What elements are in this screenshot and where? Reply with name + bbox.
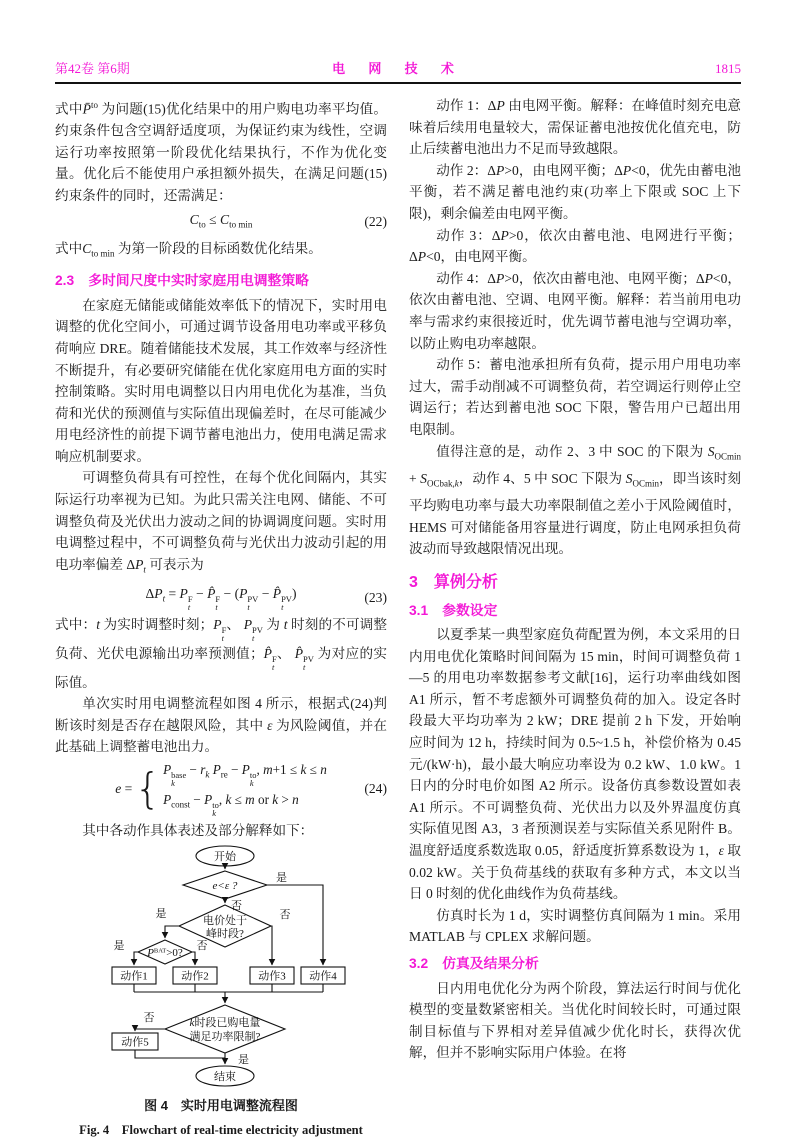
action-2-label: 动作2	[181, 970, 209, 983]
paragraph: 在家庭无储能或储能效率低下的情况下，实时用电调整的优化空间小，可通过调节设备用电功率或平移负荷响应 DRE。随着储能技术发展，其工作效率与经济性不断提升，有必要研究储能在优化家庭用电方面的实时控制策略。实时用电调整以日内用电优化为基准，当负荷和光伏的预测值与实际值出现偏差时，在尽可能减少用电经济性的前提下调节蓄电池出力，使用电满足需求响应机制要求。	[55, 297, 387, 464]
equation-22	[55, 209, 387, 236]
action-4-label: 动作4	[309, 970, 337, 983]
section-title: 仿真及结果分析	[442, 956, 539, 971]
action-4-paragraph: 动作 4：ΔP>0，依次由蓄电池、电网平衡；ΔP<0，依次由蓄电池、空调、电网平衡。解释：若当前用电功率与需求约束很接近时，优先调节蓄电池与空调功率，以防止购电功率越限。	[409, 270, 741, 351]
two-column-body	[55, 95, 741, 1141]
equals-sign: =	[124, 780, 133, 796]
action-5-paragraph: 动作 5：蓄电池承担所有负荷，提示用户用电功率过大，需手动削减不可调整负荷，若空调运行则停止空调运行；若达到蓄电池 SOC 下限，警告用户已超出用电限制。	[409, 357, 741, 437]
action-1-label: 动作1	[120, 970, 148, 983]
action-3-label: 动作3	[258, 970, 286, 983]
paragraph: 单次实时用电调整流程如图 4 所示，根据式(24)判断该时刻是否存在越限风险，其中 ε 为风险阈值，并在此基础上调整蓄电池出力。	[55, 696, 387, 755]
equation-24-lhs: e	[115, 780, 122, 796]
brace-glyph: {	[134, 763, 162, 813]
decision-power-limit	[165, 1005, 285, 1053]
no-label: 否	[231, 900, 242, 913]
figure-4-caption-zh: 图 4 实时用电调整流程图	[144, 1098, 298, 1114]
decision-peak-period-label-1: 电价处于	[203, 915, 247, 928]
figure-4-caption-en: Fig. 4 Flowchart of real-time electricity adjustment	[79, 1122, 363, 1137]
equation-24-number: (24)	[364, 780, 387, 796]
right-column	[409, 95, 741, 1141]
journal-header	[55, 58, 741, 84]
no-label: 否	[143, 1012, 155, 1025]
journal-title: 电 网 技 术	[332, 61, 464, 76]
decision-risk-threshold-label: e<ε ?	[212, 880, 238, 893]
decision-power-limit-label-2: 满足功率限制?	[189, 1031, 261, 1044]
paragraph: 式中：t 为实时调整时刻；P F t 、 P PV t 为 t 时刻的不可调整负荷、光伏电源输出功率预测值；P̂ F t 、 P̂ PV t 为对应的实际值。	[55, 616, 388, 690]
paragraph: 式中P̄$^{to}$ 为问题(15)优化结果中的用户购电功率平均值。约束条件包含空调舒适度项，为保证约束为线性，空调运行功率按照第一阶段优化结果执行，不作为优化变量。优化后不能使用户承担额外损失，在满足问题(15)约束条件的同时，还需满足：	[55, 100, 387, 203]
yes-label: 是	[155, 908, 167, 921]
yes-label: 是	[238, 1054, 249, 1067]
flowchart-figure-4	[55, 845, 387, 1089]
equation-24-case-1: P base k − $r_k$ $P_{re} - P$ to k , m+1 ≤ k ≤ n	[163, 761, 327, 789]
section-title: 算例分析	[433, 573, 498, 591]
paragraph: 仿真时长为 1 d，实时调整仿真间隔为 1 min。采用 MATLAB 与 CPLEX 求解问题。	[409, 907, 741, 945]
no-label: 否	[279, 909, 291, 922]
decision-peak-period-label-2: 峰时段?	[206, 928, 244, 941]
note-paragraph: 值得注意的是，动作 2、3 中 SOC 的下限为 $S_{OCmin} + S_{OCbak,k}$，动作 4、5 中 SOC 下限为 $S_{OCmin}$，即当该时刻平均购电功率与最大功率限制值之差小于风险阈值时，HEMS 可对储能备用容量进行调度，防止电网承担负荷波动而导致越限情况出现。	[409, 443, 741, 557]
section-title: 参数设定	[442, 602, 498, 618]
decision-battery-power-label: $P^{BAT}>0$?	[147, 947, 183, 960]
page-number: 1815	[715, 61, 741, 76]
end-node-label: 结束	[214, 1071, 236, 1084]
section-number: 3.1	[409, 602, 429, 618]
section-title: 多时间尺度中实时家庭用电调整策略	[88, 273, 309, 289]
equation-24-cases	[163, 760, 327, 818]
yes-label: 是	[113, 940, 125, 953]
action-1-paragraph: 动作 1：ΔP 由电网平衡。解释：在峰值时刻充电意味着后续用电量较大，需保证蓄电池按优化值充电，防止后续蓄电池出力不足而导致越限。	[409, 98, 742, 157]
equation-23-body: $\Delta P_t = P$ F t − P̂ F t − (P PV t − P̂ PV t )	[145, 586, 297, 613]
equation-24	[55, 760, 387, 818]
paragraph: 其中各动作具体表述及部分解释如下：	[82, 822, 314, 838]
section-number: 2.3	[55, 273, 75, 289]
action-3-paragraph: 动作 3：ΔP>0，依次由蓄电池、电网进行平衡；ΔP<0，由电网平衡。	[409, 227, 742, 265]
paragraph: 日内用电优化分为两个阶段，算法运行时间与优化模型的变量数紧密相关。当优化时间较长时，可通过限制目标值与下界相对差异值减少优化时长，获得次优解，但并不影响实际用户体验。在将	[409, 980, 741, 1061]
section-heading-3	[409, 572, 741, 594]
paragraph: 可调整负荷具有可控性，在每个优化间隔内，其实际运行功率视为已知。为此只需关注电网、储能、不可调整负荷及光伏出力波动之间的协调调度问题。实时用电调整过程中，不可调整负荷与光伏出力波动引起的用电功率偏差 $\Delta P_t$ 可表示为	[55, 470, 387, 575]
section-number: 3.2	[409, 956, 429, 971]
action-5-label: 动作5	[121, 1036, 149, 1049]
equation-22-body: $C_{to} \le C_{to min}$	[189, 211, 253, 230]
equation-24-body	[115, 760, 327, 818]
section-number: 3	[409, 573, 418, 591]
left-column	[55, 95, 387, 1141]
action-2-paragraph: 动作 2：ΔP>0，由电网平衡；ΔP<0，优先由蓄电池平衡，若不满足蓄电池约束(功率上下限或 SOC 上下限)，剩余偏差由电网平衡。	[409, 162, 741, 221]
start-node-label: 开始	[214, 851, 236, 864]
equation-23-number: (23)	[364, 589, 387, 605]
no-label: 否	[196, 940, 208, 953]
yes-label: 是	[276, 872, 287, 885]
equation-24-case-2: $P_{const} - P$ to k , k ≤ m or k > n	[163, 791, 299, 819]
paragraph: 式中$C_{to min}$ 为第一阶段的目标函数优化结果。	[55, 240, 322, 259]
volume-issue: 第42卷 第6期	[55, 61, 130, 76]
section-heading-2-3	[55, 270, 387, 292]
section-heading-3-2	[409, 953, 741, 975]
equation-22-number: (22)	[364, 214, 387, 230]
section-heading-3-1	[409, 600, 741, 622]
paper-page	[55, 58, 741, 1141]
equation-23	[55, 583, 387, 612]
paragraph: 以夏季某一典型家庭负荷配置为例，本文采用的日内用电优化策略时间间隔为 15 min，时间可调整负荷 1—5 的用电功率数据参考文献[16]，运行功率曲线如图 A1 所示，暂不考虑额外可调整负荷的加入。设定各时段最大平均功率为 2 kW；DRE 提前 2 h 下发，开始响应时间为 12 h，持续时间为 0.5~1.5 h，补偿价格为 0.45 元/(kW·h)，最小最大响应功率设为 0.2 kW、1.0 kW。1 日内的分时电价如图 A2 所示。设备仿真参数设置如表 A1 所示。不可调整负荷、光伏出力以及外界温度仿真实际值见图 A3，3 者预测误差与实际值关系见附件 B。温度舒适度系数选取 0.05，舒适度折算系数设为 1，ε 取 0.02 kW。关于负荷基线的获取有多种方式，本文以当日 0 时刻的优化曲线作为负荷基线。	[409, 627, 741, 902]
decision-power-limit-label-1: k时段已购电量	[189, 1017, 261, 1030]
